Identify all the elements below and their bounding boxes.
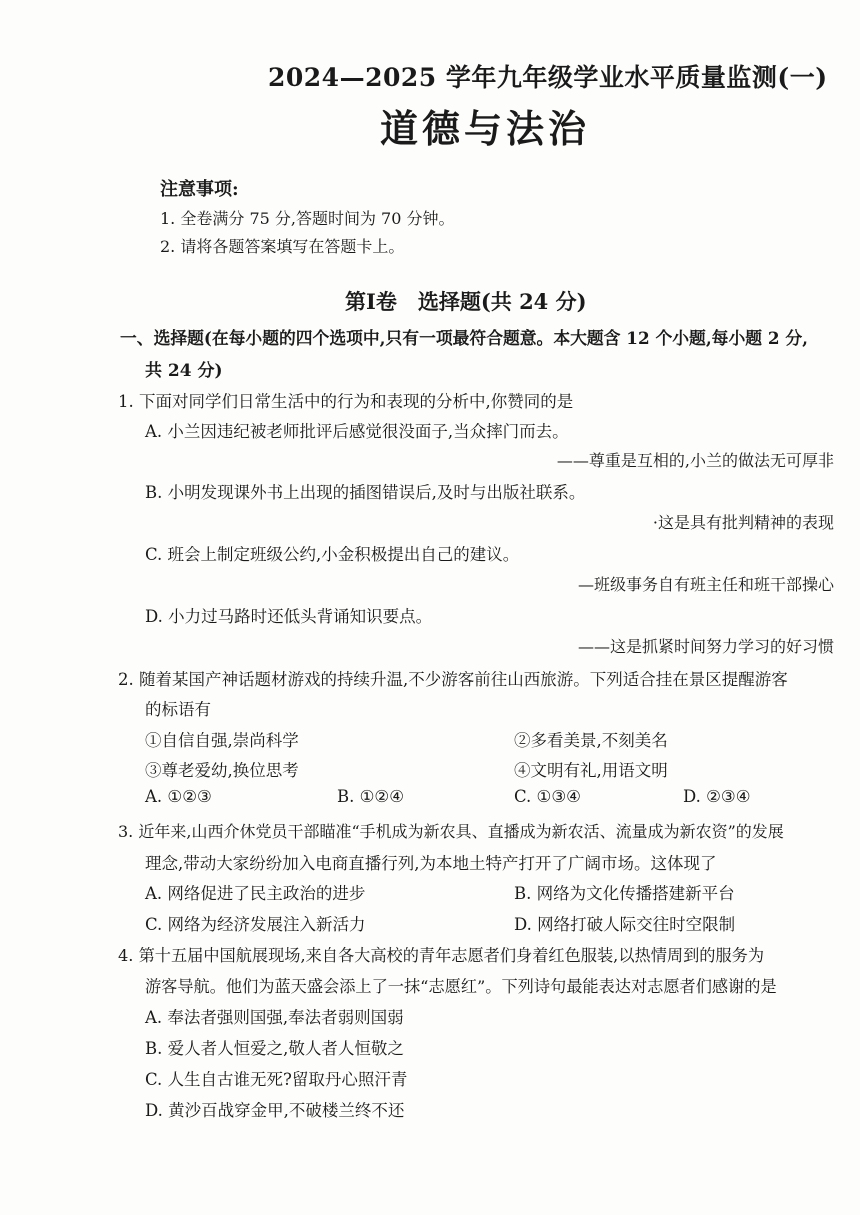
q3-option-c: C. 网络为经济发展注入新活力 — [145, 915, 366, 934]
q4-option-b: B. 爱人者人恒爱之,敬人者人恒敬之 — [145, 1039, 404, 1058]
q2-option-b: B. ①②④ — [337, 787, 404, 806]
q2-option-a: A. ①②③ — [145, 787, 212, 806]
section-title: 第Ⅰ卷 选择题(共 24 分) — [345, 289, 587, 314]
q2-statement-1: ①自信自强,崇尚科学 — [145, 731, 299, 750]
q1-option-a: A. 小兰因违纪被老师批评后感觉很没面子,当众摔门而去。 — [145, 422, 569, 441]
q3-stem-line2: 理念,带动大家纷纷加入电商直播行列,为本地土特产打开了广阔市场。这体现了 — [145, 854, 717, 873]
notice-item-2: 2. 请将各题答案填写在答题卡上。 — [160, 237, 405, 256]
q1-option-d: D. 小力过马路时还低头背诵知识要点。 — [145, 607, 433, 626]
q1-stem: 1. 下面对同学们日常生活中的行为和表现的分析中,你赞同的是 — [118, 392, 574, 411]
q2-stem-line2: 的标语有 — [145, 700, 211, 719]
q2-statement-4: ④文明有礼,用语文明 — [514, 761, 668, 780]
q4-option-d: D. 黄沙百战穿金甲,不破楼兰终不还 — [145, 1101, 405, 1120]
q2-stem-line1: 2. 随着某国产神话题材游戏的持续升温,不少游客前往山西旅游。下列适合挂在景区提醒游客 — [118, 670, 788, 689]
q1-option-b: B. 小明发现课外书上出现的插图错误后,及时与出版社联系。 — [145, 483, 586, 502]
q1-option-c: C. 班会上制定班级公约,小金积极提出自己的建议。 — [145, 545, 520, 564]
q3-option-a: A. 网络促进了民主政治的进步 — [145, 884, 366, 903]
q4-option-c: C. 人生自古谁无死?留取丹心照汗青 — [145, 1070, 408, 1089]
section-instruction-line1: 一、选择题(在每小题的四个选项中,只有一项最符合题意。本大题含 12 个小题,每小题 2 分, — [120, 328, 808, 348]
q4-option-a: A. 奉法者强则国强,奉法者弱则国弱 — [145, 1008, 404, 1027]
notice-title: 注意事项: — [160, 179, 239, 200]
section-instruction-line2: 共 24 分) — [145, 361, 223, 381]
q1-option-c-comment: —班级事务自有班主任和班干部操心 — [577, 575, 834, 594]
subject-title: 道德与法治 — [380, 106, 591, 151]
q1-option-b-comment: ·这是具有批判精神的表现 — [652, 513, 834, 532]
q2-option-d: D. ②③④ — [683, 787, 751, 806]
notice-item-1: 1. 全卷满分 75 分,答题时间为 70 分钟。 — [160, 209, 455, 228]
q1-option-d-comment: ——这是抓紧时间努力学习的好习惯 — [577, 637, 834, 656]
q1-option-a-comment: ——尊重是互相的,小兰的做法无可厚非 — [556, 451, 834, 470]
q2-option-c: C. ①③④ — [514, 787, 581, 806]
q3-option-d: D. 网络打破人际交往时空限制 — [514, 915, 736, 934]
q2-statement-2: ②多看美景,不刻美名 — [514, 731, 668, 750]
exam-title: 2024—2025 学年九年级学业水平质量监测(一) — [268, 63, 828, 92]
q3-stem-line1: 3. 近年来,山西介休党员干部瞄准“手机成为新农具、直播成为新农活、流量成为新农资”的发展 — [118, 822, 784, 841]
q3-option-b: B. 网络为文化传播搭建新平台 — [514, 884, 735, 903]
q4-stem-line1: 4. 第十五届中国航展现场,来自各大高校的青年志愿者们身着红色服装,以热情周到的服务为 — [118, 946, 765, 965]
q4-stem-line2: 游客导航。他们为蓝天盛会添上了一抹“志愿红”。下列诗句最能表达对志愿者们感谢的是 — [145, 977, 777, 996]
q2-statement-3: ③尊老爱幼,换位思考 — [145, 761, 299, 780]
